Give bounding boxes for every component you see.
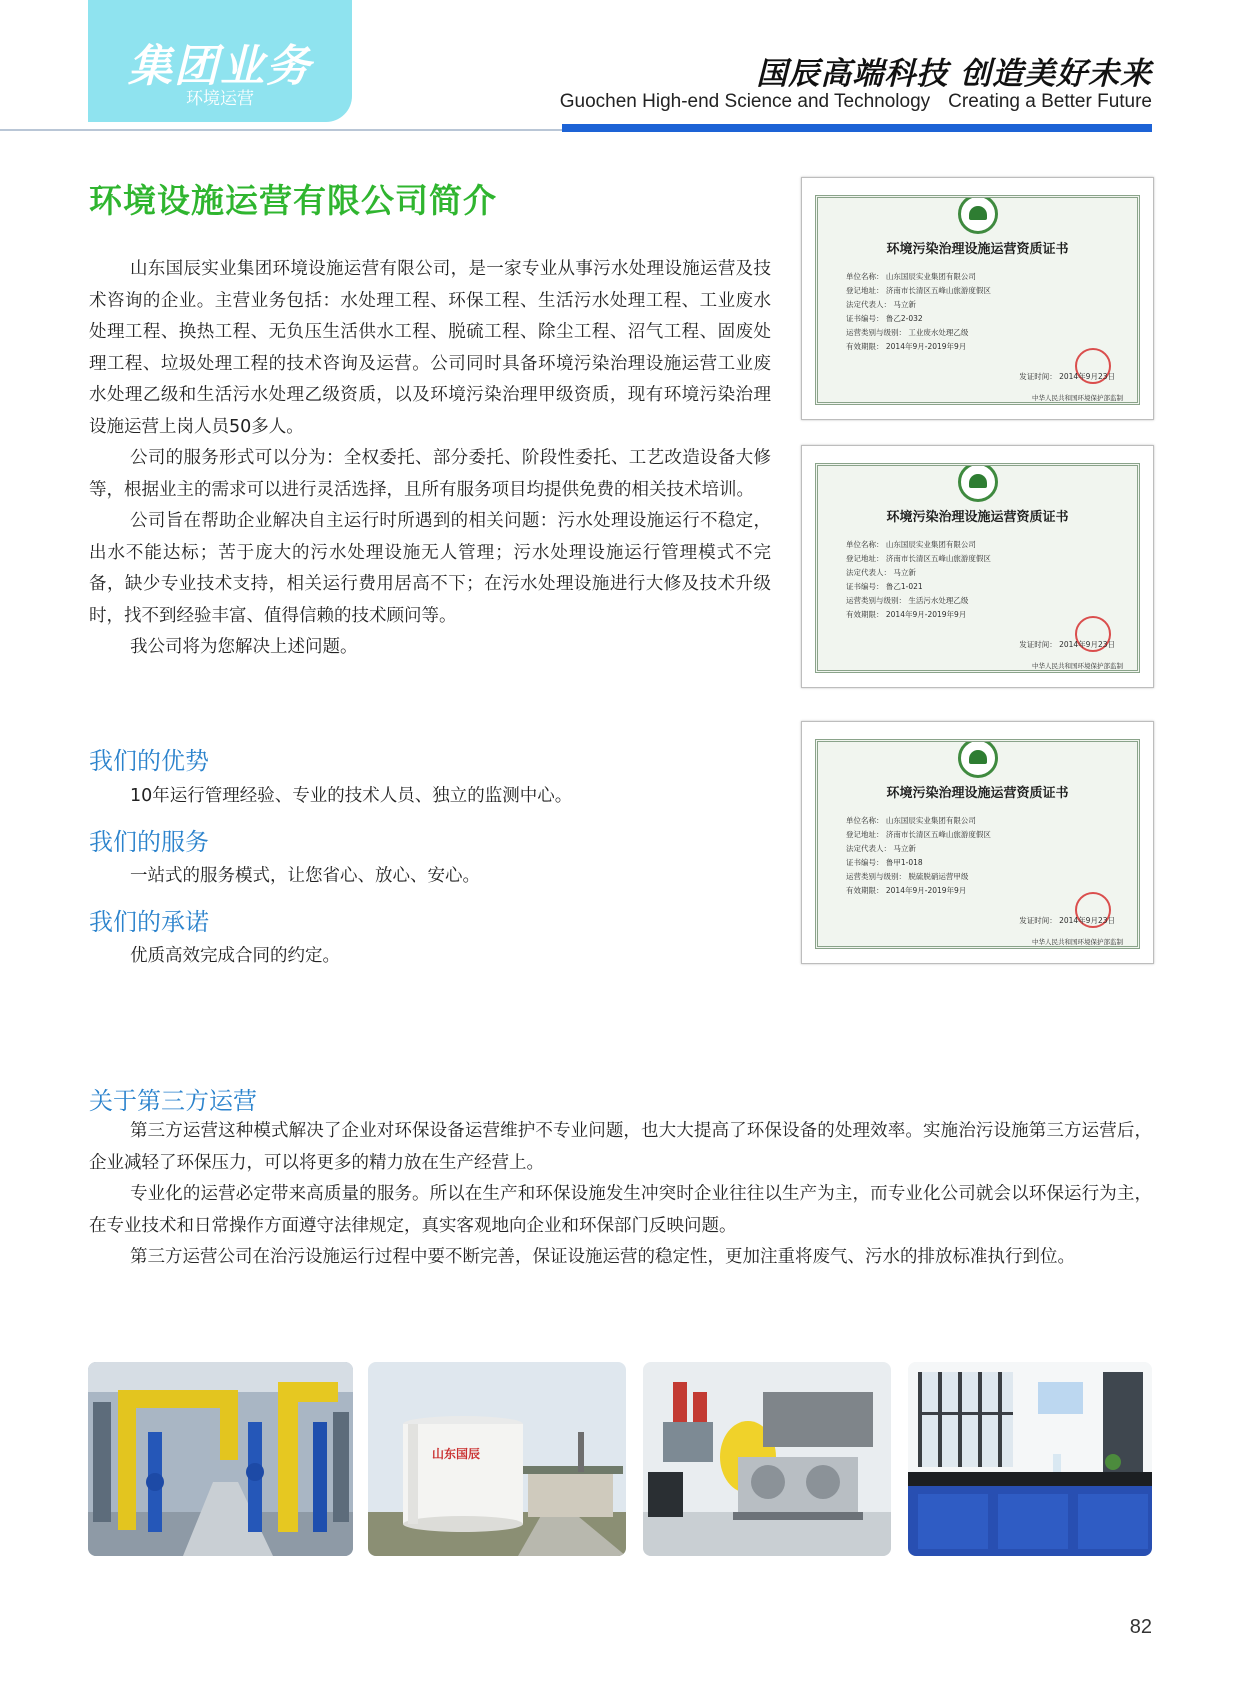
third-party-paragraph: 第三方运营这种模式解决了企业对环保设备运营维护不专业问题，也大大提高了环保设备的处理效率。实施治污设施第三方运营后，企业减轻了环保压力，可以将更多的精力放在生产经营上。 (89, 1121, 1152, 1173)
certificate-unit: 单位名称： 山东国辰实业集团有限公司 (846, 540, 976, 549)
certificate-unit: 单位名称： 山东国辰实业集团有限公司 (846, 272, 976, 281)
slogan-english-part-2: Creating a Better Future (948, 91, 1152, 112)
advantage-text: 10年运行管理经验、专业的技术人员、独立的监测中心。 (130, 786, 573, 806)
photo-laboratory-illustration (908, 1362, 1152, 1556)
certificate-emblem-icon (958, 195, 998, 234)
certificate-number: 证书编号： 鲁甲1-018 (846, 858, 923, 867)
certificate-category: 运营类别与级别： 工业废水处理乙级 (846, 328, 969, 337)
section-tab-title: 集团业务 (128, 41, 312, 92)
certificate-number: 证书编号： 鲁乙2-032 (846, 314, 923, 323)
photo-dewatering-machine-illustration (643, 1362, 891, 1556)
intro-paragraph: 公司的服务形式可以分为：全权委托、部分委托、阶段性委托、工艺改造设备大修等，根据业主的需求可以进行灵活选择，且所有服务项目均提供免费的相关技术培训。 (89, 448, 771, 500)
photo-pipeline-room (88, 1362, 353, 1556)
promise-heading: 我们的承诺 (89, 908, 209, 936)
certificate-image (801, 721, 1154, 964)
certificate-number: 证书编号： 鲁乙1-021 (846, 582, 923, 591)
certificate-title: 环境污染治理设施运营资质证书 (886, 786, 1069, 801)
certificate-frame (815, 463, 1140, 673)
certificate-title: 环境污染治理设施运营资质证书 (886, 510, 1069, 525)
intro-paragraph: 我公司将为您解决上述问题。 (130, 637, 358, 657)
certificate-fields (846, 538, 991, 622)
certificate-emblem-icon (958, 463, 998, 502)
third-party-body (89, 1116, 1152, 1274)
certificate-address: 登记地址： 济南市长清区五峰山旅游度假区 (846, 554, 991, 563)
certificate-date: 发证时间： 2014年9月23日 (1019, 372, 1115, 381)
certificate-emblem-icon (958, 739, 998, 778)
certificate-validity: 有效期限： 2014年9月-2019年9月 (846, 610, 967, 619)
photo-laboratory (908, 1362, 1152, 1556)
slogan-english-part-1: Guochen High-end Science and Technology (559, 91, 931, 112)
service-heading: 我们的服务 (89, 828, 209, 856)
certificate-representative: 法定代表人： 马立新 (846, 844, 916, 853)
intro-paragraph: 公司旨在帮助企业解决自主运行时所遇到的相关问题：污水处理设施运行不稳定，出水不能达标；苦于庞大的污水处理设施无人管理；污水处理设施运行管理模式不完备，缺少专业技术支持，相关运行费用居高不下；在污水处理设施进行大修及技术升级时，找不到经验丰富、值得信赖的技术顾问等。 (89, 511, 771, 626)
certificate-category: 运营类别与级别： 生活污水处理乙级 (846, 596, 969, 605)
certificate-frame (815, 739, 1140, 949)
certificate-issuer: 中华人民共和国环境保护部监制 (1032, 394, 1123, 402)
photo-dewatering-machine (643, 1362, 891, 1556)
section-tab (88, 0, 352, 122)
certificate-image (801, 445, 1154, 688)
certificate-image (801, 177, 1154, 420)
certificate-unit: 单位名称： 山东国辰实业集团有限公司 (846, 816, 976, 825)
photo-pipeline-room-illustration (88, 1362, 353, 1556)
slogan-english (560, 91, 1152, 113)
advantage-heading: 我们的优势 (89, 747, 209, 775)
certificate-address: 登记地址： 济南市长清区五峰山旅游度假区 (846, 830, 991, 839)
certificate-address: 登记地址： 济南市长清区五峰山旅游度假区 (846, 286, 991, 295)
page-number: 82 (1129, 1616, 1152, 1638)
certificate-fields (846, 814, 991, 898)
third-party-heading: 关于第三方运营 (89, 1087, 257, 1115)
photo-storage-tank-illustration (368, 1362, 626, 1556)
certificate-category: 运营类别与级别： 脱硫脱硝运营甲级 (846, 872, 969, 881)
photo-storage-tank (368, 1362, 626, 1556)
promise-text: 优质高效完成合同的约定。 (130, 946, 340, 966)
certificate-date: 发证时间： 2014年9月23日 (1019, 916, 1115, 925)
certificate-title: 环境污染治理设施运营资质证书 (886, 242, 1069, 257)
certificate-representative: 法定代表人： 马立新 (846, 300, 916, 309)
certificate-validity: 有效期限： 2014年9月-2019年9月 (846, 886, 967, 895)
slogan-chinese: 国辰高端科技 创造美好未来 (756, 56, 1152, 92)
certificate-validity: 有效期限： 2014年9月-2019年9月 (846, 342, 967, 351)
certificate-issuer: 中华人民共和国环境保护部监制 (1032, 662, 1123, 670)
header-accent-bar (562, 124, 1152, 132)
certificate-representative: 法定代表人： 马立新 (846, 568, 916, 577)
intro-paragraph: 山东国辰实业集团环境设施运营有限公司，是一家专业从事污水处理设施运营及技术咨询的企业。主营业务包括：水处理工程、环保工程、生活污水处理工程、工业废水处理工程、换热工程、无负压生活供水工程、脱硫工程、除尘工程、沼气工程、固废处理工程、垃圾处理工程的技术咨询及运营。公司同时具备环境污染治理设施运营工业废水处理乙级和生活污水处理乙级资质，以及环境污染治理甲级资质，现有环境污染治理设施运营上岗人员50多人。 (89, 259, 771, 437)
section-tab-subtitle: 环境运营 (186, 89, 254, 109)
certificate-issuer: 中华人民共和国环境保护部监制 (1032, 938, 1123, 946)
intro-title: 环境设施运营有限公司简介 (89, 181, 497, 220)
intro-body (89, 254, 771, 664)
certificate-frame (815, 195, 1140, 405)
service-text: 一站式的服务模式，让您省心、放心、安心。 (130, 866, 480, 886)
certificate-date: 发证时间： 2014年9月23日 (1019, 640, 1115, 649)
tank-label: 山东国辰 (431, 1447, 481, 1461)
third-party-paragraph: 第三方运营公司在治污设施运行过程中要不断完善，保证设施运营的稳定性，更加注重将废气、污水的排放标准执行到位。 (130, 1247, 1075, 1267)
third-party-paragraph: 专业化的运营必定带来高质量的服务。所以在生产和环保设施发生冲突时企业往往以生产为主，而专业化公司就会以环保运行为主，在专业技术和日常操作方面遵守法律规定，真实客观地向企业和环保部门反映问题。 (89, 1184, 1152, 1236)
certificate-fields (846, 270, 991, 354)
